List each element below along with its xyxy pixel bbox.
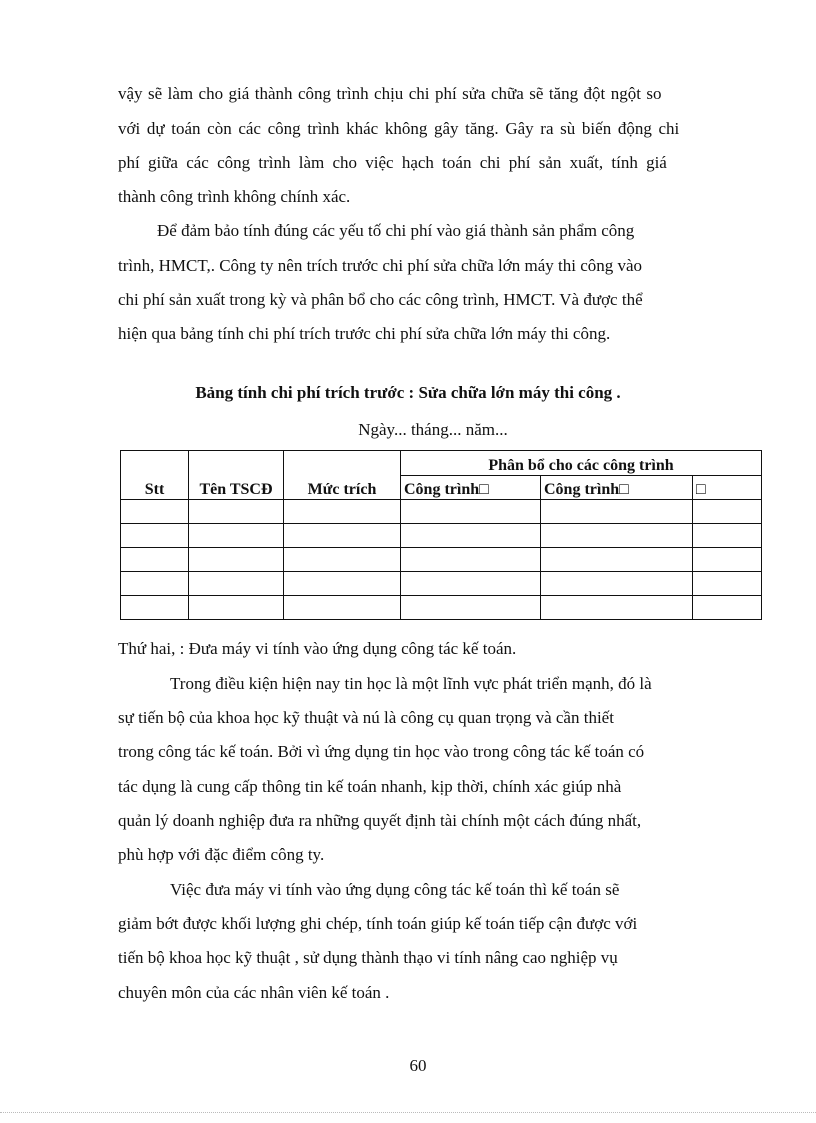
table-cell bbox=[121, 572, 189, 596]
text-line: chuyên môn của các nhân viên kế toán . bbox=[118, 983, 390, 1002]
table-cell bbox=[284, 572, 401, 596]
text-line: chi phí sản xuất trong kỳ và phân bổ cho các công trình, HMCT. Và được thể bbox=[118, 290, 643, 309]
column-header-asset-name: Tên TSCĐ bbox=[189, 451, 284, 500]
text-line: Trong điều kiện hiện nay tin học là một lĩnh vực phát triển mạnh, đó là bbox=[170, 674, 652, 693]
table-cell bbox=[693, 500, 762, 524]
table-cell bbox=[189, 524, 284, 548]
page-border-dotted bbox=[0, 1112, 816, 1113]
text-line: phù hợp với đặc điểm công ty. bbox=[118, 845, 325, 864]
table-cell bbox=[541, 524, 693, 548]
table-row bbox=[121, 548, 762, 572]
text-line: thành công trình không chính xác. bbox=[118, 187, 351, 206]
table-cell bbox=[121, 548, 189, 572]
table-cell bbox=[284, 524, 401, 548]
text-line: trong công tác kế toán. Bởi vì ứng dụng tin học vào trong công tác kế toán có bbox=[118, 742, 645, 761]
table-cell bbox=[693, 596, 762, 620]
text-line: với dự toán còn các công trình khác không gây tăng. Gây ra sù biến động chi bbox=[118, 119, 680, 138]
table-cell bbox=[541, 572, 693, 596]
table-cell bbox=[401, 500, 541, 524]
table-cell bbox=[189, 548, 284, 572]
text-line: giảm bớt được khối lượng ghi chép, tính toán giúp kế toán tiếp cận được với bbox=[118, 914, 638, 933]
table-row bbox=[121, 596, 762, 620]
text-line: sự tiến bộ của khoa học kỹ thuật và nú là công cụ quan trọng và cần thiết bbox=[118, 708, 614, 727]
column-header-more: □ bbox=[693, 476, 762, 500]
table-cell bbox=[121, 500, 189, 524]
table-title: Bảng tính chi phí trích trước : Sửa chữa lớn máy thi công . bbox=[195, 383, 621, 402]
table-cell bbox=[401, 572, 541, 596]
table-cell bbox=[121, 524, 189, 548]
column-header-stt: Stt bbox=[121, 451, 189, 500]
table-row bbox=[121, 500, 762, 524]
column-header-project-1: Công trình□ bbox=[401, 476, 541, 500]
page-number: 60 bbox=[409, 1056, 427, 1075]
table-cell bbox=[541, 500, 693, 524]
column-header-project-2: Công trình□ bbox=[541, 476, 693, 500]
table-cell bbox=[693, 548, 762, 572]
text-line: tiến bộ khoa học kỹ thuật , sử dụng thành thạo vi tính nâng cao nghiệp vụ bbox=[118, 948, 618, 967]
text-line: hiện qua bảng tính chi phí trích trước chi phí sửa chữa lớn máy thi công. bbox=[118, 324, 611, 343]
table-cell bbox=[401, 596, 541, 620]
allocation-table bbox=[120, 450, 762, 620]
text-line: Để đảm bảo tính đúng các yếu tố chi phí vào giá thành sản phẩm công bbox=[157, 221, 635, 240]
column-header-rate: Mức trích bbox=[284, 451, 401, 500]
text-line: phí giữa các công trình làm cho việc hạch toán chi phí sản xuất, tính giá bbox=[118, 153, 667, 172]
table-cell bbox=[401, 524, 541, 548]
text-line: Việc đưa máy vi tính vào ứng dụng công tác kế toán thì kế toán sẽ bbox=[170, 880, 620, 899]
table-cell bbox=[541, 596, 693, 620]
table-cell bbox=[284, 596, 401, 620]
table-cell bbox=[401, 548, 541, 572]
text-line: trình, HMCT,. Công ty nên trích trước chi phí sửa chữa lớn máy thi công vào bbox=[118, 256, 643, 275]
table-cell bbox=[693, 524, 762, 548]
section-heading: Thứ hai, : Đưa máy vi tính vào ứng dụng công tác kế toán. bbox=[118, 639, 517, 658]
text-line: tác dụng là cung cấp thông tin kế toán nhanh, kịp thời, chính xác giúp nhà bbox=[118, 777, 622, 796]
table-cell bbox=[189, 572, 284, 596]
table-cell bbox=[121, 596, 189, 620]
text-line: vậy sẽ làm cho giá thành công trình chịu chi phí sửa chữa sẽ tăng đột ngột so bbox=[118, 84, 662, 103]
table-cell bbox=[693, 572, 762, 596]
table-row bbox=[121, 572, 762, 596]
table-cell bbox=[284, 500, 401, 524]
table-cell bbox=[189, 596, 284, 620]
table-cell bbox=[189, 500, 284, 524]
table-row bbox=[121, 524, 762, 548]
table-date: Ngày... tháng... năm... bbox=[358, 420, 508, 439]
table-cell bbox=[541, 548, 693, 572]
group-header-allocation: Phân bổ cho các công trình bbox=[401, 451, 762, 476]
table-cell bbox=[284, 548, 401, 572]
text-line: quản lý doanh nghiệp đưa ra những quyết định tài chính một cách đúng nhất, bbox=[118, 811, 642, 830]
